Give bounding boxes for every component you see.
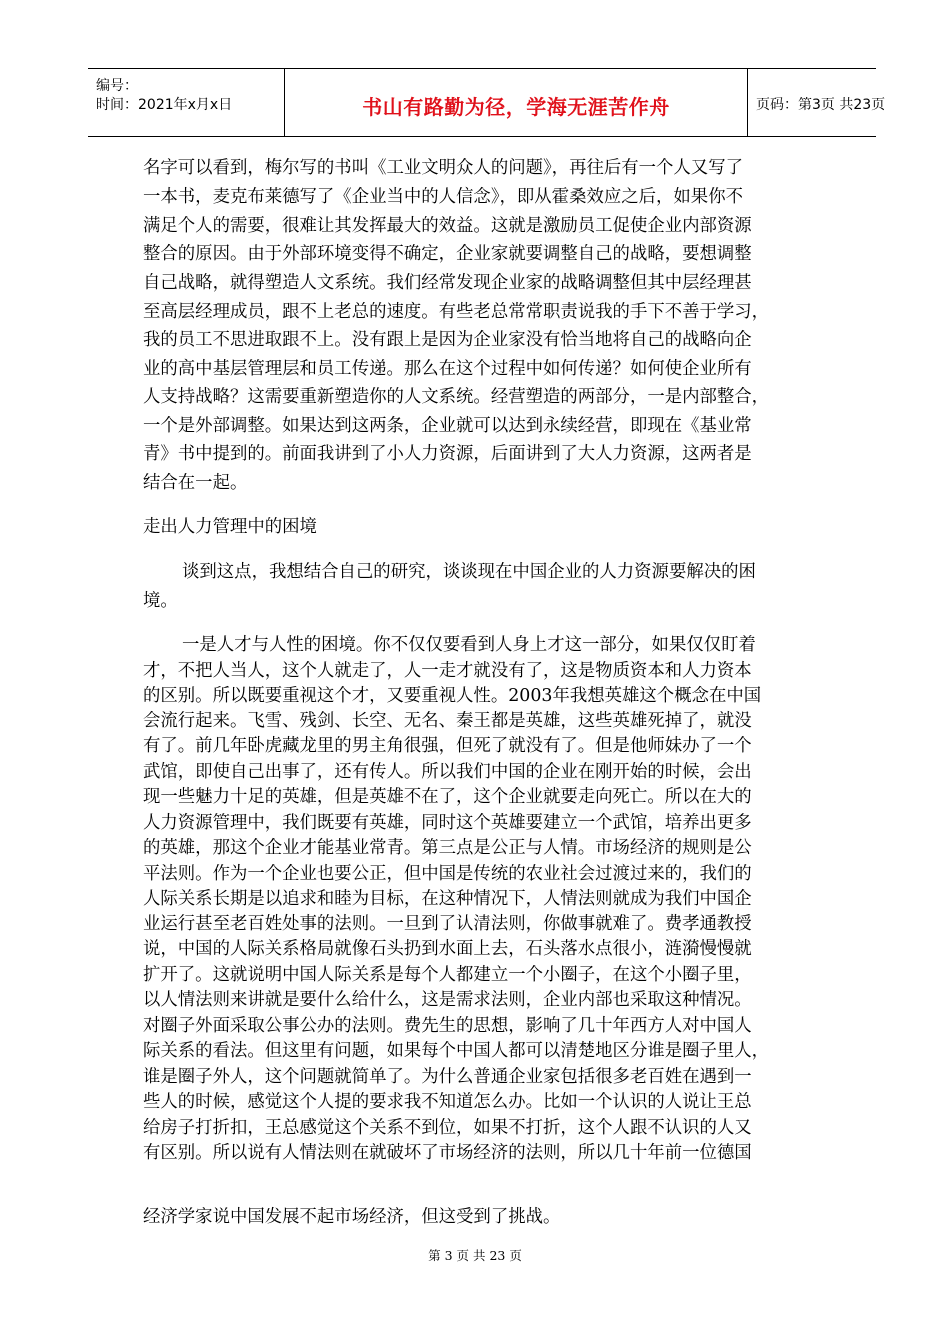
body-line: 会流行起来。飞雪、残剑、长空、无名、秦王都是英雄，这些英雄死掉了，就没 — [143, 711, 752, 731]
body-line: 经济学家说中国发展不起市场经济，但这受到了挑战。 — [143, 1207, 561, 1227]
body-line: 扩开了。这就说明中国人际关系是每个人都建立一个小圈子，在这个小圈子里， — [143, 965, 752, 985]
body-line: 平法则。作为一个企业也要公正，但中国是传统的农业社会过渡过来的，我们的 — [143, 864, 752, 884]
body-line: 一个是外部调整。如果达到这两条，企业就可以达到永续经营，即现在《基业常 — [143, 416, 752, 436]
body-line: 我的员工不思进取跟不上。没有跟上是因为企业家没有恰当地将自己的战略向企 — [143, 330, 752, 350]
body-line: 结合在一起。 — [143, 473, 248, 493]
header-page-cell — [748, 69, 886, 136]
body-line: 有了。前几年卧虎藏龙里的男主角很强，但死了就没有了。但是他师妹办了一个 — [143, 736, 752, 756]
body-line: 业运行甚至老百姓处事的法则。一旦到了认清法则，你做事就难了。费孝通教授 — [143, 914, 752, 934]
body-line: 给房子打折扣，王总感觉这个关系不到位，如果不打折，这个人跟不认识的人又 — [143, 1118, 752, 1138]
body-line: 境。 — [143, 591, 178, 611]
header-meta — [88, 69, 284, 136]
page-footer: 第 3 页 共 23 页 — [428, 1248, 522, 1263]
body-line: 以人情法则来讲就是要什么给什么，这是需求法则，企业内部也采取这种情况。 — [143, 990, 752, 1010]
body-line: 谈到这点，我想结合自己的研究，谈谈现在中国企业的人力资源要解决的困 — [182, 562, 756, 582]
body-line: 现一些魅力十足的英雄，但是英雄不在了，这个企业就要走向死亡。所以在大的 — [143, 787, 752, 807]
body-line: 名字可以看到，梅尔写的书叫《工业文明众人的问题》，再往后有一个人又写了 — [143, 158, 743, 178]
body-line: 自己战略，就得塑造人文系统。我们经常发现企业家的战略调整但其中层经理甚 — [143, 273, 752, 293]
number-label: 编号： — [96, 78, 138, 94]
body-line: 谁是圈子外人，这个问题就简单了。为什么普通企业家包括很多老百姓在遇到一 — [143, 1067, 752, 1087]
body-line: 满足个人的需要，很难让其发挥最大的效益。这就是激励员工促使企业内部资源 — [143, 216, 752, 236]
body-line: 一本书，麦克布莱德写了《企业当中的人信念》，即从霍桑效应之后，如果你不 — [143, 187, 743, 207]
time-label: 时间：2021年x月x日 — [96, 97, 233, 113]
body-line: 有区别。所以说有人情法则在就破坏了市场经济的法则，所以几十年前一位德国 — [143, 1143, 752, 1163]
body-line: 青》书中提到的。前面我讲到了小人力资源，后面讲到了大人力资源，这两者是 — [143, 444, 752, 464]
page-label: 页码：第3页 共23页 — [756, 97, 886, 113]
section-heading: 走出人力管理中的困境 — [143, 517, 317, 537]
body-line: 的区别。所以既要重视这个才，又要重视人性。2003年我想英雄这个概念在中国 — [143, 686, 762, 706]
body-line: 对圈子外面采取公事公办的法则。费先生的思想，影响了几十年西方人对中国人 — [143, 1016, 752, 1036]
body-line: 业的高中基层管理层和员工传递。那么在这个过程中如何传递？如何使企业所有 — [143, 359, 752, 379]
page-header — [88, 68, 886, 137]
body-line: 些人的时候，感觉这个人提的要求我不知道怎么办。比如一个认识的人说让王总 — [143, 1092, 752, 1112]
body-line: 才，不把人当人，这个人就走了，人一走才就没有了，这是物质资本和人力资本 — [143, 661, 752, 681]
body-line: 整合的原因。由于外部环境变得不确定，企业家就要调整自己的战略，要想调整 — [143, 244, 752, 264]
body-line: 一是人才与人性的困境。你不仅仅要看到人身上才这一部分，如果仅仅盯着 — [182, 635, 756, 655]
body-line: 际关系的看法。但这里有问题，如果每个中国人都可以清楚地区分谁是圈子里人， — [143, 1041, 770, 1061]
motto: 书山有路勤为径，学海无涯苦作舟 — [362, 95, 670, 119]
body-line: 的英雄，那这个企业才能基业常青。第三点是公正与人情。市场经济的规则是公 — [143, 838, 752, 858]
body-line: 人力资源管理中，我们既要有英雄，同时这个英雄要建立一个武馆，培养出更多 — [143, 813, 752, 833]
body-line: 人支持战略？这需要重新塑造你的人文系统。经营塑造的两部分，一是内部整合， — [143, 387, 770, 407]
header-motto-cell — [284, 69, 748, 136]
body-line: 武馆，即使自己出事了，还有传人。所以我们中国的企业在刚开始的时候，会出 — [143, 762, 752, 782]
body-line: 说，中国的人际关系格局就像石头扔到水面上去，石头落水点很小，涟漪慢慢就 — [143, 939, 752, 959]
body-line: 至高层经理成员，跟不上老总的速度。有些老总常常职责说我的手下不善于学习， — [143, 302, 770, 322]
body-line: 人际关系长期是以追求和睦为目标，在这种情况下，人情法则就成为我们中国企 — [143, 889, 752, 909]
